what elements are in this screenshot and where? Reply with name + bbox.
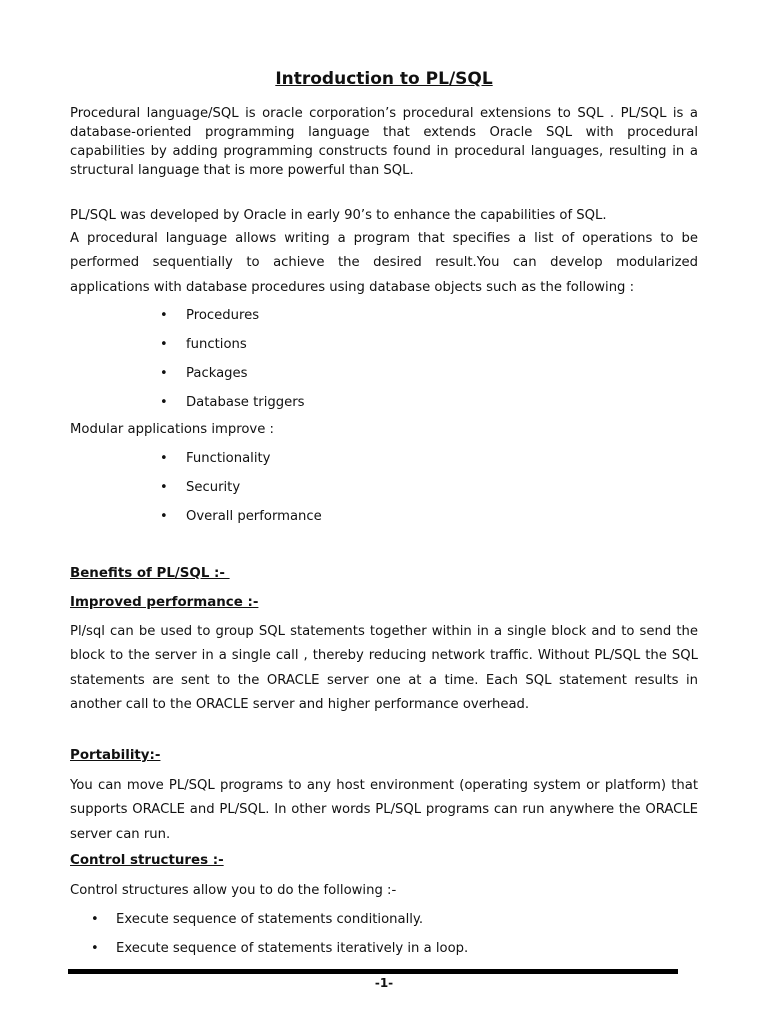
bullet-icon: • [160, 395, 168, 410]
bullet-icon: • [160, 509, 168, 524]
performance-heading: Improved performance :- [70, 595, 259, 610]
portability-paragraph: You can move PL/SQL programs to any host environment (operating system or platform) that supports ORACLE and PL/SQL. In other words PL/SQL programs can run anywhere the ORACLE server can run. [70, 778, 698, 842]
bullet-icon: • [160, 480, 168, 495]
list-item: • Execute sequence of statements iteratively in a loop. [70, 934, 698, 963]
benefits-heading: Benefits of PL/SQL :- [70, 566, 230, 581]
list-item: • functions [70, 330, 698, 359]
page-title-text: Introduction to PL/SQL [275, 69, 493, 89]
bullet-icon: • [91, 912, 99, 927]
bullet-icon: • [160, 308, 168, 323]
bullet-icon: • [160, 366, 168, 381]
page-number: -1- [374, 976, 394, 990]
list-item: • Procedures [70, 301, 698, 330]
portability-heading: Portability:- [70, 748, 161, 763]
control-intro: Control structures allow you to do the following :- [70, 883, 397, 898]
bullet-icon: • [91, 941, 99, 956]
modular-intro: Modular applications improve : [70, 422, 274, 437]
performance-paragraph: Pl/sql can be used to group SQL statements together within in a single block and to send the block to the server in a single call , thereby reducing network traffic. Without PL/SQL the SQL statements are sent to the ORACLE server one at a time. Each SQL statement results in another call to the ORACLE server and higher performance overhead. [70, 624, 698, 712]
improve-list [70, 444, 698, 531]
footer-rule [68, 969, 678, 974]
bullet-icon: • [160, 451, 168, 466]
list-item: • Database triggers [70, 388, 698, 417]
page-title [70, 69, 698, 89]
intro-paragraph: Procedural language/SQL is oracle corporation’s procedural extensions to SQL . PL/SQL is a database-oriented programming language that extends Oracle SQL with procedural capabilities by adding programming constructs found in procedural languages, resulting in a structural language that is more powerful than SQL. [70, 106, 698, 178]
control-heading: Control structures :- [70, 853, 224, 868]
list-item: • Functionality [70, 444, 698, 473]
objects-list [70, 301, 698, 417]
list-item: • Execute sequence of statements conditionally. [70, 905, 698, 934]
procedural-paragraph: A procedural language allows writing a program that specifies a list of operations to be performed sequentially to achieve the desired result.You can develop modularized applications with database procedures using database objects such as the following : [70, 231, 698, 295]
bullet-icon: • [160, 337, 168, 352]
developed-line: PL/SQL was developed by Oracle in early 90’s to enhance the capabilities of SQL. [70, 208, 607, 223]
control-list [70, 905, 698, 963]
list-item: • Overall performance [70, 502, 698, 531]
list-item: • Security [70, 473, 698, 502]
list-item: • Packages [70, 359, 698, 388]
